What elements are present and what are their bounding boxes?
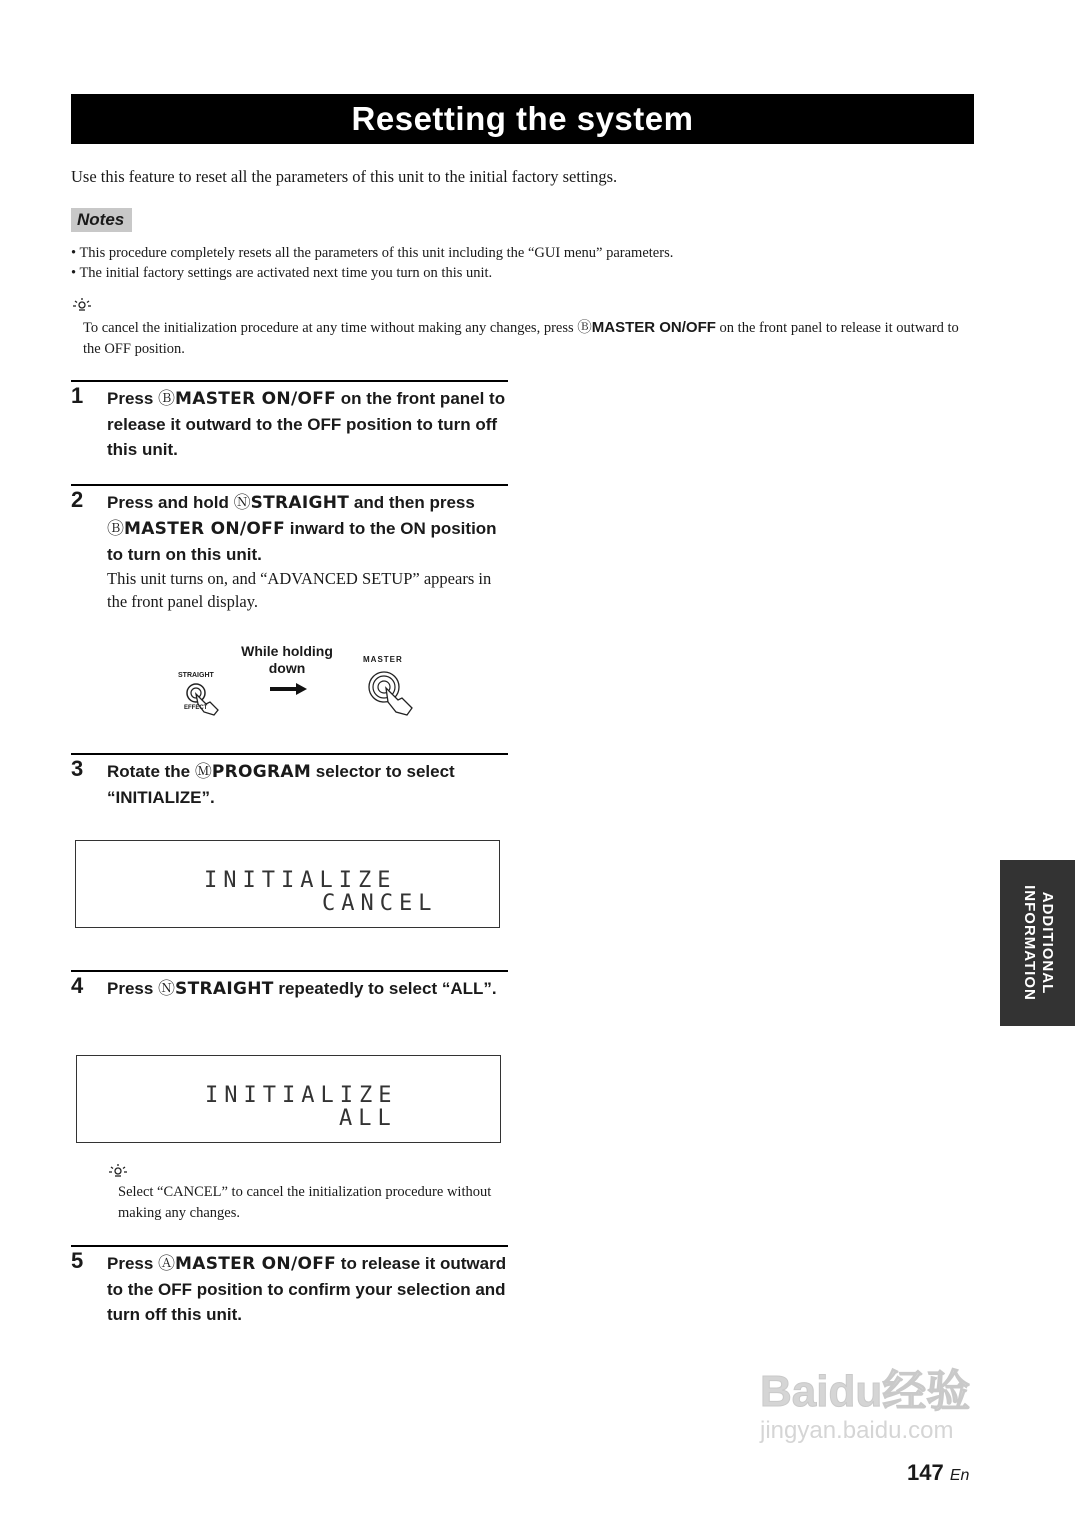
display-line-2: ALL <box>339 1106 397 1131</box>
display-line-1: INITIALIZE <box>205 1083 398 1108</box>
tip-text: Select “CANCEL” to cancel the initialization procedure without making any changes. <box>118 1184 492 1221</box>
display-line-1: INITIALIZE <box>204 868 397 893</box>
step-number: 2 <box>71 487 84 512</box>
step-instruction: Press ⒶMASTER ON/OFF to release it outward to the OFF position to confirm your selection and turn off this unit. <box>107 1254 507 1324</box>
note-item: • The initial factory settings are activated next time you turn on this unit. <box>71 265 493 281</box>
side-tab-line-1: ADDITIONAL <box>1038 891 1056 995</box>
front-panel-display <box>76 1055 501 1143</box>
note-item: • This procedure completely resets all the parameters of this unit including the “GUI menu” parameters. <box>71 245 674 261</box>
effect-label: EFFECT <box>184 705 208 711</box>
master-button-icon <box>366 668 426 718</box>
step-divider <box>71 484 508 486</box>
step-divider <box>71 970 508 972</box>
step-instruction: Press ⓃSTRAIGHT repeatedly to select “ALL”. <box>107 979 497 999</box>
watermark-brand: Baidu经验 <box>760 1367 971 1416</box>
side-tab-line-2: INFORMATION <box>1020 885 1038 1001</box>
straight-label: STRAIGHT <box>178 672 214 679</box>
notes-label: Notes <box>71 208 132 232</box>
step-description: This unit turns on, and “ADVANCED SETUP” appears in the front panel display. <box>107 569 492 611</box>
page-title: Resetting the system <box>71 94 974 144</box>
holding-label: While holding down <box>241 643 333 676</box>
step-divider <box>71 753 508 755</box>
arrow-right-icon <box>270 682 308 696</box>
display-line-2: CANCEL <box>322 891 438 916</box>
master-label: MASTER <box>363 655 403 664</box>
step-number: 5 <box>71 1248 84 1273</box>
baidu-watermark <box>760 1355 970 1445</box>
watermark-url: jingyan.baidu.com <box>760 1417 954 1444</box>
step-number: 4 <box>71 973 84 998</box>
step-number: 1 <box>71 383 84 408</box>
tip-lightbulb-icon <box>108 1163 128 1179</box>
front-panel-display <box>75 840 500 928</box>
step-instruction: Rotate the ⓂPROGRAM selector to select “INITIALIZE”. <box>107 762 455 807</box>
tip-text: To cancel the initialization procedure at any time without making any changes, press ⒷMASTER ON/OFF on the front panel to release it outward to the OFF position. <box>83 319 959 357</box>
step-divider <box>71 1245 508 1247</box>
straight-button-icon <box>180 680 230 718</box>
step-instruction: Press ⒷMASTER ON/OFF on the front panel to release it outward to the OFF position to turn off this unit. <box>107 389 506 459</box>
step-divider <box>71 380 508 382</box>
section-side-tab <box>1000 860 1075 1026</box>
tip-lightbulb-icon <box>72 297 92 313</box>
step-number: 3 <box>71 756 84 781</box>
intro-text: Use this feature to reset all the parameters of this unit to the initial factory settings. <box>71 167 618 186</box>
page-number: 147 En <box>907 1460 970 1485</box>
step-instruction: Press and hold ⓃSTRAIGHT and then press ⒷMASTER ON/OFF inward to the ON position to turn on this unit. <box>107 493 497 564</box>
